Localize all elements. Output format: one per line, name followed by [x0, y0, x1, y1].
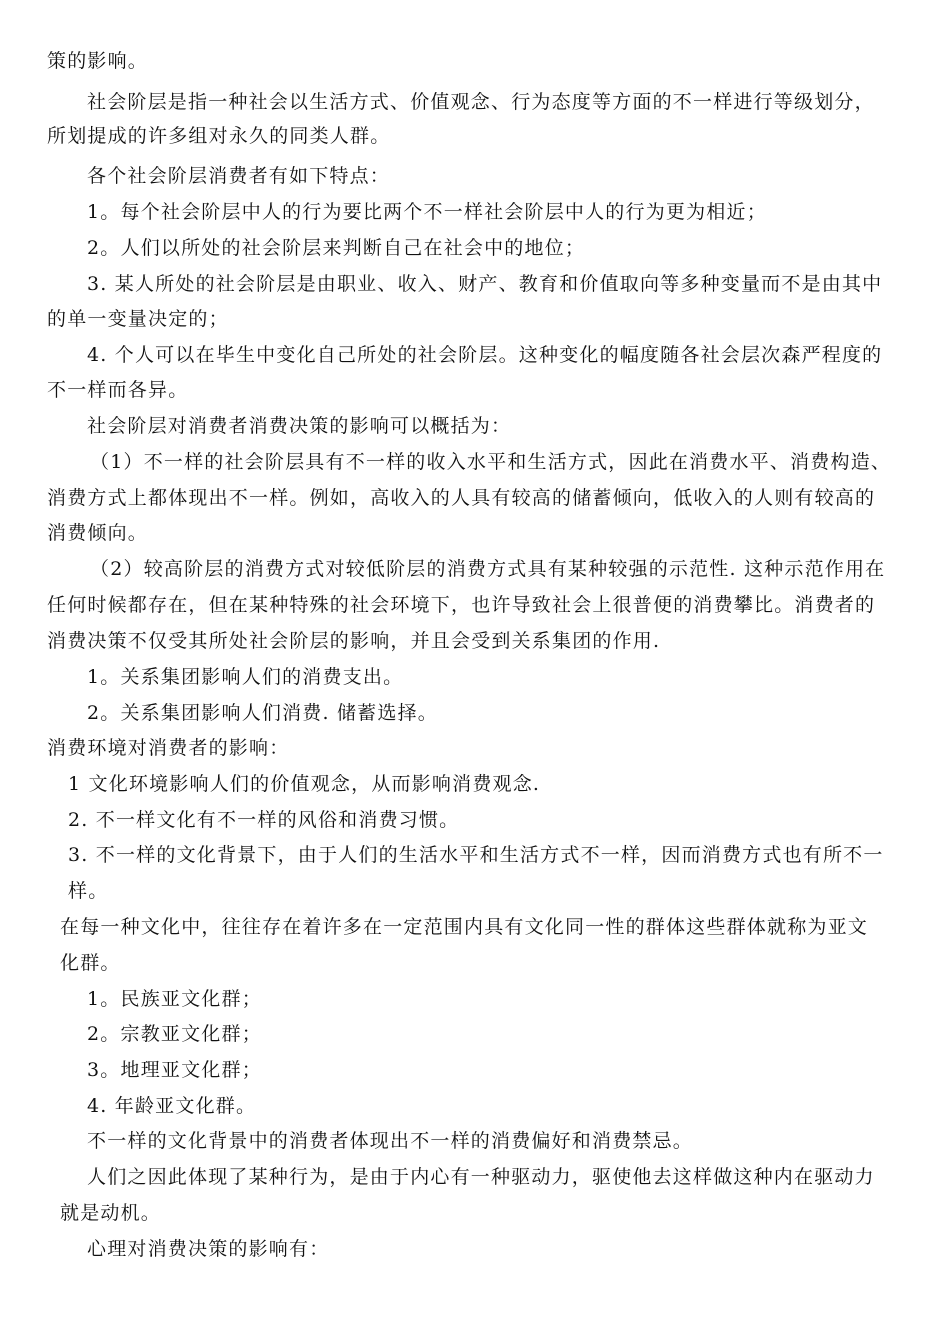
text-line: 1。民族亚文化群；: [87, 988, 262, 1010]
text-line: 心理对消费决策的影响有：: [87, 1238, 330, 1260]
text-line: 1。每个社会阶层中人的行为要比两个不一样社会阶层中人的行为更为相近；: [87, 201, 767, 223]
text-line: 4. 个人可以在毕生中变化自己所处的社会阶层。这种变化的幅度随各社会层次森严程度的: [87, 344, 883, 366]
text-line: （2）较高阶层的消费方式对较低阶层的消费方式具有某种较强的示范性. 这种示范作用在: [90, 558, 886, 580]
text-line: 3. 某人所处的社会阶层是由职业、收入、财产、教育和价值取向等多种变量而不是由其中: [87, 273, 883, 295]
text-line: 任何时候都存在，但在某种特殊的社会环境下，也许导致社会上很普便的消费攀比。消费者的: [47, 594, 876, 616]
text-line: 3. 不一样的文化背景下，由于人们的生活水平和生活方式不一样，因而消费方式也有所不一: [68, 844, 884, 866]
text-line: 3。地理亚文化群；: [87, 1059, 262, 1081]
text-line: 各个社会阶层消费者有如下特点：: [87, 165, 391, 187]
text-line: 消费倾向。: [47, 522, 149, 544]
text-line: 不一样的文化背景中的消费者体现出不一样的消费偏好和消费禁忌。: [87, 1130, 694, 1152]
text-line: 1 文化环境影响人们的价值观念，从而影响消费观念.: [68, 773, 541, 795]
text-line: 策的影响。: [47, 50, 149, 72]
text-line: 2. 不一样文化有不一样的风俗和消费习惯。: [68, 809, 460, 831]
text-line: 1。关系集团影响人们的消费支出。: [87, 666, 404, 688]
text-line: 样。: [68, 880, 109, 902]
text-line: 社会阶层是指一种社会以生活方式、价值观念、行为态度等方面的不一样进行等级划分，: [87, 91, 875, 113]
text-line: 消费决策不仅受其所处社会阶层的影响，并且会受到关系集团的作用.: [47, 630, 661, 652]
text-line: 所划提成的许多组对永久的同类人群。: [47, 125, 391, 147]
text-line: 2。宗教亚文化群；: [87, 1023, 262, 1045]
text-line: 社会阶层对消费者消费决策的影响可以概括为：: [87, 415, 512, 437]
text-line: 的单一变量决定的；: [47, 308, 229, 330]
text-line: （1）不一样的社会阶层具有不一样的收入水平和生活方式，因此在消费水平、消费构造、: [90, 451, 892, 473]
text-line: 4. 年龄亚文化群。: [87, 1095, 257, 1117]
text-line: 2。关系集团影响人们消费. 储蓄选择。: [87, 702, 438, 724]
text-line: 2。人们以所处的社会阶层来判断自己在社会中的地位；: [87, 237, 586, 259]
text-line: 化群。: [60, 952, 121, 974]
text-line: 就是动机。: [60, 1202, 162, 1224]
text-line: 消费环境对消费者的影响：: [47, 737, 290, 759]
text-line: 在每一种文化中，往往存在着许多在一定范围内具有文化同一性的群体这些群体就称为亚文: [60, 916, 869, 938]
text-line: 人们之因此体现了某种行为，是由于内心有一种驱动力，驱使他去这样做这种内在驱动力: [87, 1166, 875, 1188]
text-line: 消费方式上都体现出不一样。例如，高收入的人具有较高的储蓄倾向，低收入的人则有较高的: [47, 487, 876, 509]
text-line: 不一样而各异。: [47, 379, 189, 401]
